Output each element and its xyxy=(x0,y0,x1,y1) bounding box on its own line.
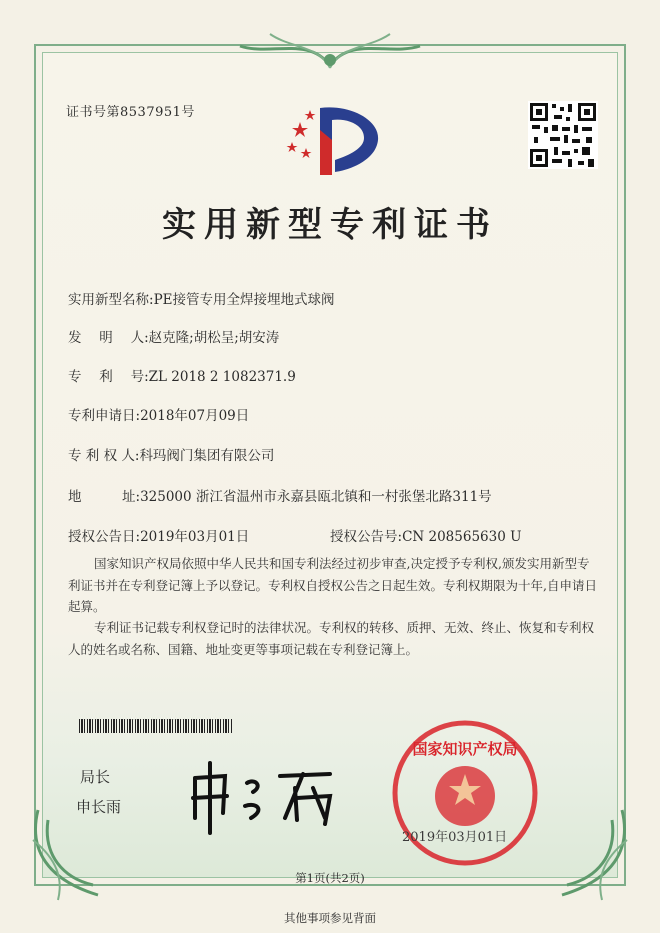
seal-date: 2019年03月01日 xyxy=(402,830,508,845)
top-ornament xyxy=(230,26,430,70)
field-utility-model-name xyxy=(68,288,335,308)
field-label: 发 明 人: xyxy=(68,330,149,346)
seal-text: 国家知识产权局 xyxy=(412,740,518,758)
footer-note: 其他事项参见背面 xyxy=(284,911,376,925)
field-label: 授权公告号: xyxy=(330,529,403,545)
field-label: 地 址: xyxy=(68,489,141,505)
field-value: 科玛阀门集团有限公司 xyxy=(139,448,275,464)
corner-ornament-right xyxy=(552,800,642,910)
field-value: 2018年07月09日 xyxy=(140,408,250,424)
field-value: PE接管专用全焊接埋地式球阀 xyxy=(153,292,335,308)
field-value: ZL 2018 2 1082371.9 xyxy=(148,369,296,385)
director-title: 局长 xyxy=(80,768,111,786)
qr-code-icon xyxy=(528,101,598,169)
field-label: 专 利 号: xyxy=(68,369,149,385)
field-grant-number xyxy=(330,525,521,545)
field-label: 授权公告日: xyxy=(68,529,141,545)
official-seal xyxy=(390,718,540,868)
paragraph-legal-status: 专利证书记载专利权登记时的法律状况。专利权的转移、质押、无效、终止、恢复和专利权人的姓名或名称、国籍、地址变更等事项记载在专利登记簿上。 xyxy=(68,620,595,657)
field-label: 专 利 权 人: xyxy=(68,448,140,464)
field-address xyxy=(68,485,492,505)
field-value: 325000 浙江省温州市永嘉县瓯北镇和一村张堡北路311号 xyxy=(140,489,492,505)
certificate-number: 证书号第8537951号 xyxy=(66,105,195,120)
certificate-title: 实用新型专利证书 xyxy=(162,205,498,245)
field-value: 2019年03月01日 xyxy=(140,529,250,545)
field-patent-number xyxy=(68,365,296,385)
paragraph-grant-statement: 国家知识产权局依照中华人民共和国专利法经过初步审查,决定授予专利权,颁发实用新型专利证书并在专利登记簿上予以登记。专利权自授权公告之日起生效。专利权期限为十年,自申请日起算。 xyxy=(68,556,597,614)
field-patentee xyxy=(68,444,274,464)
barcode xyxy=(79,719,233,733)
field-label: 专利申请日: xyxy=(68,408,141,424)
field-inventors xyxy=(68,326,279,346)
field-filing-date xyxy=(68,404,249,424)
page-number: 第1页(共2页) xyxy=(295,871,365,885)
director-signature xyxy=(185,758,345,838)
director-name: 申长雨 xyxy=(76,798,122,816)
field-value: 赵克隆;胡松呈;胡安涛 xyxy=(148,330,280,346)
field-grant-date xyxy=(68,525,249,545)
field-value: CN 208565630 U xyxy=(402,529,522,545)
cnipa-logo-icon xyxy=(280,100,382,180)
field-label: 实用新型名称: xyxy=(68,292,154,308)
